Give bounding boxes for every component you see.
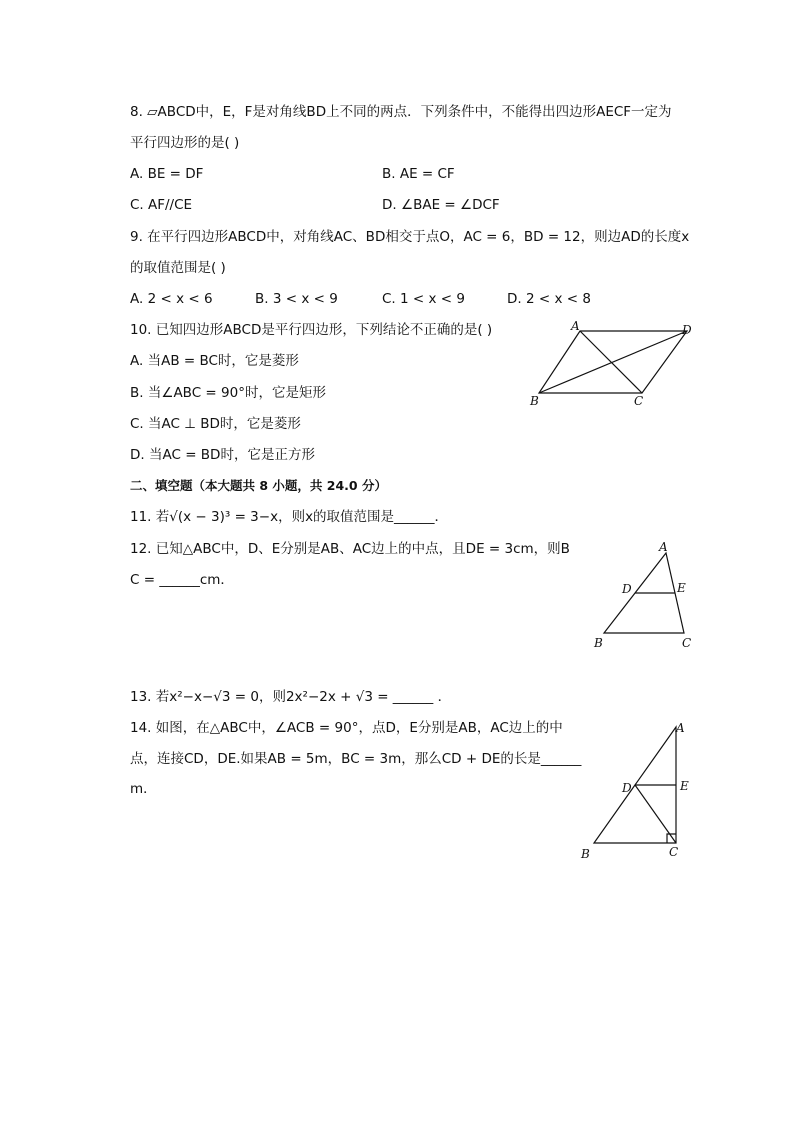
q10-option-a: A. 当AB = BC时，它是菱形 bbox=[130, 353, 299, 369]
q10-label-a: A bbox=[571, 319, 580, 333]
q11-text: 11. 若√(x − 3)³ = 3−x，则x的取值范围是______． bbox=[130, 509, 449, 525]
section-fill-in-blank-heading: 二、填空题（本大题共 8 小题，共 24.0 分） bbox=[130, 478, 387, 493]
q12-label-b: B bbox=[594, 636, 603, 650]
q9-option-b: B. 3 < x < 9 bbox=[255, 291, 338, 307]
q10-option-c: C. 当AC ⊥ BD时，它是菱形 bbox=[130, 416, 301, 432]
q13-text: 13. 若x²−x−√3 = 0，则2x²−2x + √3 = ______ ． bbox=[130, 689, 452, 705]
q9-option-c: C. 1 < x < 9 bbox=[382, 291, 465, 307]
q14-text-line1: 14. 如图，在△ABC中，∠ACB = 90°，点D，E分别是AB，AC边上的中 bbox=[130, 720, 563, 736]
q12-text-line2: C = ______cm． bbox=[130, 572, 234, 588]
q10-label-c: C bbox=[634, 394, 644, 408]
q8-option-a: A. BE = DF bbox=[130, 166, 204, 182]
q10-parallelogram-figure bbox=[525, 318, 705, 410]
q12-label-d: D bbox=[622, 582, 632, 596]
q10-option-b: B. 当∠ABC = 90°时，它是矩形 bbox=[130, 385, 326, 401]
q14-text-line3: m． bbox=[130, 781, 157, 797]
q8-option-c: C. AF//CE bbox=[130, 197, 193, 213]
q14-right-triangle-figure bbox=[575, 715, 695, 865]
q12-label-c: C bbox=[682, 636, 692, 650]
q14-label-b: B bbox=[581, 847, 590, 861]
q9-option-d: D. 2 < x < 8 bbox=[507, 291, 591, 307]
q8-text-line2: 平行四边形的是( ) bbox=[130, 135, 240, 151]
q12-label-e: E bbox=[677, 581, 686, 595]
q10-label-b: B bbox=[530, 394, 539, 408]
q14-text-line2: 点，连接CD，DE.如果AB = 5m，BC = 3m，那么CD + DE的长是______ bbox=[130, 751, 582, 767]
q12-triangle-figure bbox=[590, 537, 700, 655]
q12-text-line1: 12. 已知△ABC中，D、E分别是AB、AC边上的中点，且DE = 3cm，则B bbox=[130, 541, 570, 557]
q14-label-a: A bbox=[676, 721, 685, 735]
q9-text-line2: 的取值范围是( ) bbox=[130, 260, 226, 276]
q10-label-d: D bbox=[682, 323, 692, 337]
q9-option-a: A. 2 < x < 6 bbox=[130, 291, 213, 307]
q10-text: 10. 已知四边形ABCD是平行四边形，下列结论不正确的是( ) bbox=[130, 322, 493, 338]
q8-option-d: D. ∠BAE = ∠DCF bbox=[382, 197, 500, 213]
q9-text-line1: 9. 在平行四边形ABCD中，对角线AC、BD相交于点O，AC = 6，BD = 12，则边AD的长度x bbox=[130, 229, 690, 245]
q14-label-e: E bbox=[680, 779, 689, 793]
q14-label-c: C bbox=[669, 845, 679, 859]
q8-text-line1: 8. ▱ABCD中，E，F是对角线BD上不同的两点．下列条件中，不能得出四边形AECF一定为 bbox=[130, 104, 672, 120]
q14-label-d: D bbox=[622, 781, 632, 795]
q10-option-d: D. 当AC = BD时，它是正方形 bbox=[130, 447, 315, 463]
q8-option-b: B. AE = CF bbox=[382, 166, 455, 182]
q12-label-a: A bbox=[659, 540, 668, 554]
